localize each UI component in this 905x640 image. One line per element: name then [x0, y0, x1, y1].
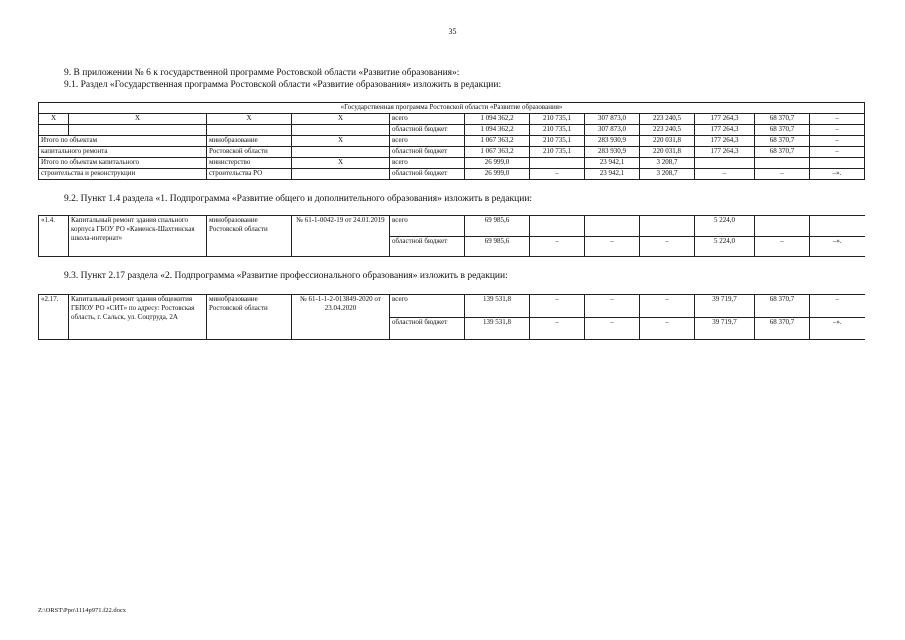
item-name: Капитальный ремонт здания общежития ГБПОУ РО «СИТ» по адресу: Ростовская область, г. Сальск, ул. Соцтруда, 2А	[69, 295, 207, 340]
table-cell: 210 735,1	[530, 147, 585, 158]
table-cell	[39, 125, 69, 136]
item-number: «1.4.	[39, 216, 69, 257]
table-cell: –	[530, 317, 585, 340]
table-item-2-17	[38, 294, 865, 340]
table-cell	[69, 125, 207, 136]
table-cell: всего	[390, 216, 465, 237]
table-row	[39, 136, 865, 147]
table-cell: 68 370,7	[755, 317, 810, 340]
table-cell	[530, 158, 585, 169]
item-doc: № 61-1-1-2-013849-2020 от 23.04.2020	[292, 295, 390, 340]
table-cell: 26 999,0	[465, 158, 530, 169]
table-row	[39, 158, 865, 169]
page-number: 35	[448, 27, 457, 36]
table-cell: 23 942,1	[585, 169, 640, 180]
table-cell: всего	[390, 114, 465, 125]
table-cell: X	[69, 114, 207, 125]
table-cell: 283 930,9	[585, 136, 640, 147]
table-cell: 177 264,3	[695, 125, 755, 136]
table-cell	[292, 125, 390, 136]
table-cell: 177 264,3	[695, 147, 755, 158]
table-cell: –	[585, 295, 640, 318]
table-cell: X	[292, 136, 390, 147]
table-cell: областной бюджет	[390, 236, 465, 257]
table-cell: –	[810, 114, 865, 125]
table-cell: 210 735,1	[530, 114, 585, 125]
table-cell: 307 873,0	[585, 114, 640, 125]
table-cell	[530, 216, 585, 237]
table-cell: капитального ремонта	[39, 147, 207, 158]
table-cell: 39 719,7	[695, 317, 755, 340]
table-cell: –	[810, 295, 865, 318]
table-cell: 1 094 362,2	[465, 114, 530, 125]
table-cell: –	[755, 169, 810, 180]
item-number: «2.17.	[39, 295, 69, 340]
table-cell	[755, 158, 810, 169]
item-org: минобразование Ростовской области	[207, 216, 292, 257]
table-cell: X	[207, 114, 292, 125]
table-cell: областной бюджет	[390, 169, 465, 180]
table-cell: 139 531,8	[465, 317, 530, 340]
table-cell: X	[292, 114, 390, 125]
table-cell	[640, 216, 695, 237]
table-cell: 3 208,7	[640, 169, 695, 180]
table-cell: 69 985,6	[465, 216, 530, 237]
table-cell: 223 240,5	[640, 125, 695, 136]
table-row	[39, 125, 865, 136]
table-cell: –	[640, 295, 695, 318]
table-cell: –	[640, 317, 695, 340]
footer-file-path: Z:\ORST\Ppo\1114p971.f22.docx	[38, 607, 126, 614]
table-cell: –	[755, 236, 810, 257]
table-cell: 220 031,8	[640, 136, 695, 147]
table-cell: 177 264,3	[695, 136, 755, 147]
table-cell: –	[810, 125, 865, 136]
table-cell	[810, 158, 865, 169]
table-cell: –	[695, 169, 755, 180]
item-org: минобразование Ростовской области	[207, 295, 292, 340]
table-row	[39, 114, 865, 125]
table-cell: 68 370,7	[755, 125, 810, 136]
table-cell: всего	[390, 158, 465, 169]
table-cell	[292, 169, 390, 180]
table1-header: «Государственная программа Ростовской области «Развитие образования»	[39, 103, 865, 114]
table-cell: строительства и реконструкции	[39, 169, 207, 180]
table-program-totals	[38, 102, 865, 180]
table-cell: всего	[390, 136, 465, 147]
table-cell: –	[585, 236, 640, 257]
table-cell: 1 067 363,2	[465, 147, 530, 158]
item-name: Капитальный ремонт здания спального корпуса ГБОУ РО «Каменск-Шахтинская школа-интернат»	[69, 216, 207, 257]
table-cell: 210 735,1	[530, 125, 585, 136]
table-cell: –».	[810, 317, 865, 340]
table-cell: 139 531,8	[465, 295, 530, 318]
table-cell	[292, 147, 390, 158]
item-doc: № 61-1-0042-19 от 24.01.2019	[292, 216, 390, 257]
table-cell: 68 370,7	[755, 295, 810, 318]
table-cell: –	[530, 236, 585, 257]
table-cell: 1 067 363,2	[465, 136, 530, 147]
table-cell	[755, 216, 810, 237]
table-cell: –	[640, 236, 695, 257]
table-cell	[810, 216, 865, 237]
table-cell: 69 985,6	[465, 236, 530, 257]
intro-line-1: 9. В приложении № 6 к государственной программе Ростовской области «Развитие образования»:	[64, 68, 460, 78]
table-cell: –	[530, 169, 585, 180]
table-cell: –	[585, 317, 640, 340]
table-cell: –	[810, 147, 865, 158]
table-cell: 283 930,9	[585, 147, 640, 158]
table-row	[39, 147, 865, 158]
table-cell: областной бюджет	[390, 125, 465, 136]
table-cell: 5 224,0	[695, 216, 755, 237]
table-cell: X	[292, 158, 390, 169]
table-cell: министерство	[207, 158, 292, 169]
table-cell: –».	[810, 169, 865, 180]
table-cell: 23 942,1	[585, 158, 640, 169]
table-cell: Итого по объектам	[39, 136, 207, 147]
table-cell: –	[530, 295, 585, 318]
table-cell: 1 094 362,2	[465, 125, 530, 136]
table-cell	[695, 158, 755, 169]
section-3-title: 9.3. Пункт 2.17 раздела «2. Подпрограмма «Развитие профессионального образования» изложить в редакции:	[64, 271, 508, 281]
table-cell: 68 370,7	[755, 147, 810, 158]
table-cell: –	[810, 136, 865, 147]
table-cell: 39 719,7	[695, 295, 755, 318]
table-row	[39, 295, 865, 318]
table-cell: 26 999,0	[465, 169, 530, 180]
table-cell	[585, 216, 640, 237]
table-cell: 223 240,5	[640, 114, 695, 125]
table-cell: Итого по объектам капитального	[39, 158, 207, 169]
table-cell: Ростовской области	[207, 147, 292, 158]
table-cell: 177 264,3	[695, 114, 755, 125]
table-cell: всего	[390, 295, 465, 318]
table-cell: 220 031,8	[640, 147, 695, 158]
table-cell: 5 224,0	[695, 236, 755, 257]
table-cell: 307 873,0	[585, 125, 640, 136]
table-cell: минобразование	[207, 136, 292, 147]
table-cell: областной бюджет	[390, 317, 465, 340]
table-cell: 210 735,1	[530, 136, 585, 147]
table-cell: 68 370,7	[755, 136, 810, 147]
table-row	[39, 216, 865, 237]
table-cell: областной бюджет	[390, 147, 465, 158]
section-2-title: 9.2. Пункт 1.4 раздела «1. Подпрограмма «Развитие общего и дополнительного образования» изложить в редакции:	[64, 194, 533, 204]
table-cell: 68 370,7	[755, 114, 810, 125]
table-cell	[207, 125, 292, 136]
intro-line-2: 9.1. Раздел «Государственная программа Ростовской области «Развитие образования» изложить в редакции:	[64, 80, 502, 90]
table-cell: X	[39, 114, 69, 125]
table-item-1-4	[38, 215, 865, 257]
table-row	[39, 169, 865, 180]
table-cell: 3 208,7	[640, 158, 695, 169]
table-cell: –».	[810, 236, 865, 257]
table-cell: строительства РО	[207, 169, 292, 180]
